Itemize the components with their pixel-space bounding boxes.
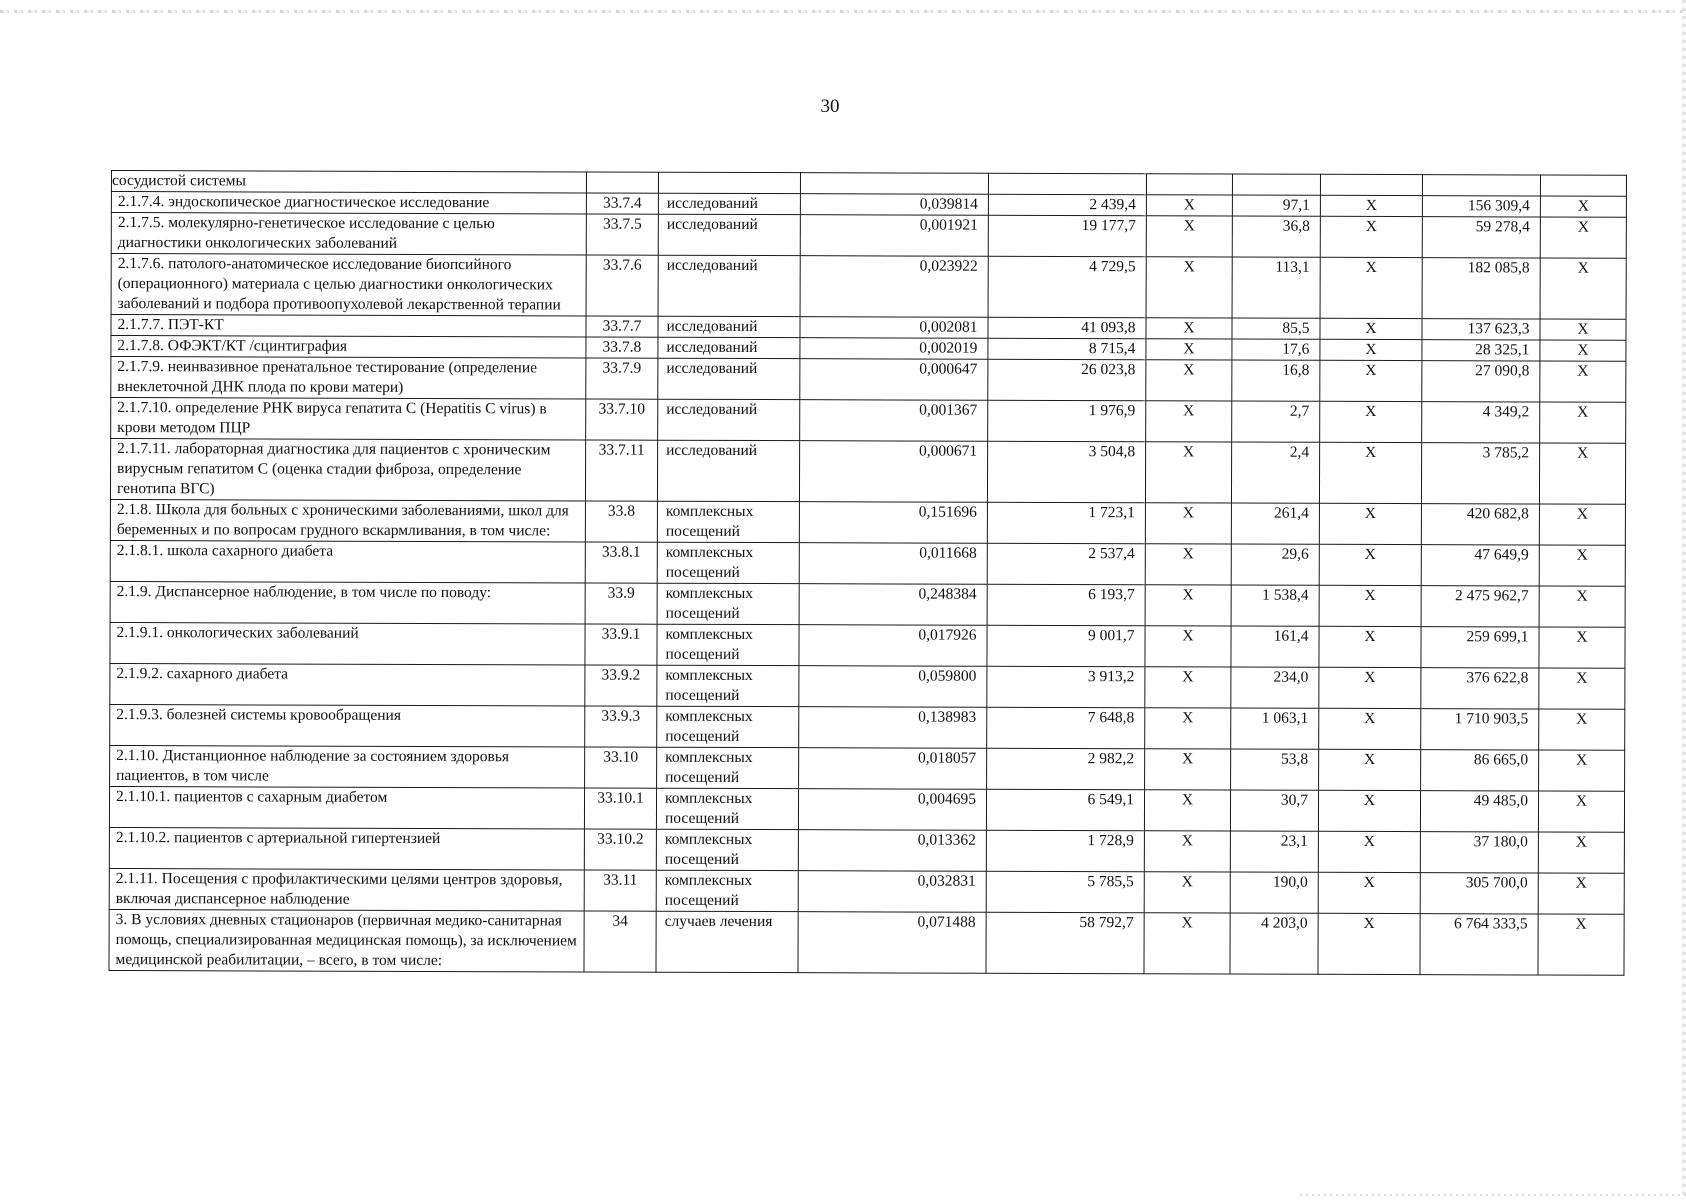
cell-col8: Х <box>1318 872 1420 913</box>
cell-col10: Х <box>1540 402 1626 443</box>
table-row <box>111 254 1626 320</box>
cell-col6: Х <box>1145 442 1231 503</box>
cell-cost: 19 177,7 <box>988 215 1146 256</box>
table-row <box>109 868 1624 914</box>
cell-col7: 29,6 <box>1231 544 1319 585</box>
cell-code: 33.10 <box>585 747 657 788</box>
cell-col10: Х <box>1540 258 1626 319</box>
cell-col7: 2,4 <box>1231 442 1319 503</box>
cell-name: 2.1.9.1. онкологических заболеваний <box>110 622 585 664</box>
cell-col9: 59 278,4 <box>1422 217 1540 258</box>
cell-col7: 36,8 <box>1232 216 1320 257</box>
cell-cost: 3 913,2 <box>987 666 1145 707</box>
cell-unit: комплексных посещений <box>657 665 799 706</box>
cell-name: 2.1.8.1. школа сахарного диабета <box>110 540 585 582</box>
cell-col7: 85,5 <box>1232 318 1320 339</box>
cell-code: 33.10.2 <box>584 829 656 870</box>
cell-name: 2.1.10.2. пациентов с артериальной гипертензией <box>109 827 584 869</box>
cell-col9: 3 785,2 <box>1421 443 1539 504</box>
cell-col7: 261,4 <box>1231 503 1319 544</box>
cell-name: 2.1.8. Школа для больных с хроническими заболеваниями, школ для беременных и по вопросам грудного вскармливания, в том числе: <box>110 499 585 541</box>
cell-col8: Х <box>1320 339 1422 360</box>
cell-col6: Х <box>1145 503 1231 544</box>
cell-code: 33.9.1 <box>585 624 657 665</box>
cell-norm: 0,002081 <box>800 317 988 339</box>
cell-empty <box>988 173 1146 194</box>
cell-cost: 2 439,4 <box>988 194 1146 215</box>
cell-col7: 234,0 <box>1231 667 1319 708</box>
cell-norm: 0,017926 <box>799 625 987 667</box>
cell-unit: исследований <box>658 399 800 440</box>
cell-col8: Х <box>1320 360 1422 401</box>
cell-unit: исследований <box>658 316 800 337</box>
cell-unit: исследований <box>658 255 800 316</box>
cell-norm: 0,032831 <box>798 871 986 913</box>
cell-name: 2.1.7.4. эндоскопическое диагностическое исследование <box>111 192 586 214</box>
cell-unit: случаев лечения <box>656 911 798 972</box>
cell-col9: 86 665,0 <box>1421 750 1539 791</box>
cell-col10: Х <box>1539 668 1625 709</box>
cell-empty <box>586 172 658 193</box>
cell-col9: 259 699,1 <box>1421 627 1539 668</box>
document-sheet <box>108 170 1626 976</box>
cell-empty <box>1320 174 1422 195</box>
cell-unit: исследований <box>658 358 800 399</box>
cell-cost: 1 723,1 <box>987 502 1145 543</box>
cell-col6: Х <box>1146 318 1232 339</box>
cell-name: 2.1.7.6. патолого-анатомическое исследование биопсийного (операционного) материала с целью диагностики онкологических заболеваний и подбора противоопухолевой лекарственной терапии <box>111 254 586 316</box>
cell-code: 33.7.7 <box>586 316 658 337</box>
cell-col10: Х <box>1539 443 1625 504</box>
cell-norm: 0,039814 <box>800 194 988 216</box>
tariff-table <box>108 170 1627 976</box>
cell-col6: Х <box>1146 339 1232 360</box>
cell-col10: Х <box>1538 832 1624 873</box>
cell-name: 2.1.7.10. определение РНК вируса гепатита С (Hepatitis C virus) в крови методом ПЦР <box>111 398 586 440</box>
cell-code: 33.11 <box>584 870 656 911</box>
cell-code: 33.7.4 <box>586 193 658 214</box>
cell-norm: 0,248384 <box>799 584 987 626</box>
cell-col6: Х <box>1146 216 1232 257</box>
cell-col8: Х <box>1320 216 1422 257</box>
cell-cost: 3 504,8 <box>987 441 1145 502</box>
cell-col7: 17,6 <box>1232 339 1320 360</box>
cell-name: 2.1.10.1. пациентов с сахарным диабетом <box>109 786 584 828</box>
table-row <box>111 213 1626 259</box>
cell-cost: 2 982,2 <box>987 748 1145 789</box>
cell-col10: Х <box>1539 750 1625 791</box>
cell-cost: 58 792,7 <box>986 912 1144 973</box>
cell-norm: 0,000647 <box>800 359 988 401</box>
cell-empty <box>658 172 800 193</box>
cell-col7: 97,1 <box>1232 195 1320 216</box>
cell-cost: 1 728,9 <box>986 830 1144 871</box>
cell-empty <box>1422 175 1540 196</box>
cell-col9: 1 710 903,5 <box>1421 709 1539 750</box>
cell-code: 34 <box>584 911 656 972</box>
cell-name: 2.1.7.9. неинвазивное пренатальное тестирование (определение внеклеточной ДНК плода по крови матери) <box>111 357 586 399</box>
cell-name: сосудистой системы <box>111 171 586 193</box>
cell-norm: 0,138983 <box>799 707 987 749</box>
cell-col10: Х <box>1540 361 1626 402</box>
cell-col10: Х <box>1540 319 1626 340</box>
cell-col10: Х <box>1540 196 1626 217</box>
cell-col7: 16,8 <box>1232 360 1320 401</box>
cell-col6: Х <box>1146 195 1232 216</box>
cell-col8: Х <box>1319 626 1421 667</box>
cell-col9: 28 325,1 <box>1422 340 1540 361</box>
cell-cost: 26 023,8 <box>988 359 1146 400</box>
cell-unit: исследований <box>657 440 799 501</box>
cell-code: 33.8 <box>585 501 657 542</box>
cell-col6: Х <box>1144 872 1230 913</box>
cell-col8: Х <box>1319 544 1421 585</box>
cell-col7: 113,1 <box>1232 257 1320 318</box>
cell-col6: Х <box>1145 585 1231 626</box>
cell-col9: 2 475 962,7 <box>1421 586 1539 627</box>
cell-cost: 41 093,8 <box>988 317 1146 338</box>
cell-col9: 420 682,8 <box>1421 504 1539 545</box>
cell-col8: Х <box>1319 749 1421 790</box>
table-row <box>109 909 1624 975</box>
cell-col10: Х <box>1540 217 1626 258</box>
cell-col8: Х <box>1320 195 1422 216</box>
cell-col9: 4 349,2 <box>1422 402 1540 443</box>
table-row <box>110 704 1625 750</box>
cell-col6: Х <box>1144 913 1230 974</box>
scan-edge-artifact <box>0 10 1686 13</box>
cell-col8: Х <box>1319 442 1421 503</box>
cell-unit: комплексных посещений <box>657 542 799 583</box>
cell-col8: Х <box>1318 913 1420 974</box>
cell-col7: 1 063,1 <box>1231 708 1319 749</box>
cell-col8: Х <box>1319 708 1421 749</box>
cell-col10: Х <box>1539 545 1625 586</box>
cell-col8: Х <box>1318 831 1420 872</box>
table-row <box>110 663 1625 709</box>
cell-name: 2.1.9. Диспансерное наблюдение, в том числе по поводу: <box>110 581 585 623</box>
cell-col7: 4 203,0 <box>1230 913 1318 974</box>
cell-col8: Х <box>1320 257 1422 318</box>
cell-col9: 6 764 333,5 <box>1420 914 1538 975</box>
cell-name: 2.1.7.8. ОФЭКТ/КТ /сцинтиграфия <box>111 336 586 358</box>
cell-col6: Х <box>1144 790 1230 831</box>
cell-unit: исследований <box>658 193 800 214</box>
cell-code: 33.7.5 <box>586 214 658 255</box>
cell-unit: комплексных посещений <box>656 829 798 870</box>
table-row <box>110 622 1625 668</box>
cell-name: 3. В условиях дневных стационаров (первичная медико-санитарная помощь, специализированная медицинская помощь), за исключением медицинской реабилитации, – всего, в том числе: <box>109 909 584 971</box>
cell-code: 33.9.2 <box>585 665 657 706</box>
cell-col8: Х <box>1319 503 1421 544</box>
cell-col6: Х <box>1146 360 1232 401</box>
cell-norm: 0,151696 <box>799 502 987 544</box>
cell-col7: 30,7 <box>1230 790 1318 831</box>
cell-col10: Х <box>1538 914 1624 975</box>
cell-col6: Х <box>1146 401 1232 442</box>
cell-col9: 137 623,3 <box>1422 319 1540 340</box>
cell-code: 33.9 <box>585 583 657 624</box>
table-row <box>109 786 1624 832</box>
cell-name: 2.1.7.7. ПЭТ-КТ <box>111 315 586 337</box>
cell-cost: 6 549,1 <box>986 789 1144 830</box>
cell-cost: 4 729,5 <box>988 256 1146 317</box>
cell-col6: Х <box>1144 831 1230 872</box>
cell-norm: 0,001367 <box>800 400 988 442</box>
cell-unit: комплексных посещений <box>656 788 798 829</box>
cell-col9: 305 700,0 <box>1420 873 1538 914</box>
cell-col7: 161,4 <box>1231 626 1319 667</box>
cell-unit: комплексных посещений <box>657 501 799 542</box>
cell-norm: 0,071488 <box>798 912 986 974</box>
cell-code: 33.7.11 <box>585 440 657 501</box>
cell-col7: 1 538,4 <box>1231 585 1319 626</box>
cell-code: 33.9.3 <box>585 706 657 747</box>
cell-empty <box>1232 174 1320 195</box>
cell-col8: Х <box>1319 667 1421 708</box>
cell-cost: 5 785,5 <box>986 871 1144 912</box>
cell-norm: 0,004695 <box>798 789 986 831</box>
cell-col7: 23,1 <box>1230 831 1318 872</box>
scan-edge-artifact <box>1682 0 1686 1200</box>
cell-col8: Х <box>1318 790 1420 831</box>
cell-unit: комплексных посещений <box>657 583 799 624</box>
cell-col10: Х <box>1539 627 1625 668</box>
cell-cost: 8 715,4 <box>988 338 1146 359</box>
cell-col6: Х <box>1146 257 1232 318</box>
table-row <box>110 499 1625 545</box>
cell-unit: комплексных посещений <box>657 706 799 747</box>
cell-unit: комплексных посещений <box>657 747 799 788</box>
cell-col10: Х <box>1538 791 1624 832</box>
cell-col9: 49 485,0 <box>1420 791 1538 832</box>
table-row <box>110 581 1625 627</box>
cell-code: 33.7.9 <box>586 358 658 399</box>
cell-unit: комплексных посещений <box>657 624 799 665</box>
cell-col10: Х <box>1538 873 1624 914</box>
cell-norm: 0,013362 <box>798 830 986 872</box>
cell-empty <box>1540 175 1626 196</box>
cell-col10: Х <box>1539 709 1625 750</box>
cell-col8: Х <box>1320 401 1422 442</box>
table-body <box>109 171 1627 976</box>
cell-col10: Х <box>1540 340 1626 361</box>
cell-col9: 37 180,0 <box>1420 832 1538 873</box>
table-row <box>109 827 1624 873</box>
cell-code: 33.7.6 <box>586 255 658 316</box>
cell-col9: 27 090,8 <box>1422 361 1540 402</box>
cell-code: 33.7.10 <box>586 399 658 440</box>
cell-name: 2.1.10. Дистанционное наблюдение за состоянием здоровья пациентов, в том числе <box>110 745 585 787</box>
cell-norm: 0,001921 <box>800 215 988 257</box>
cell-col6: Х <box>1145 626 1231 667</box>
cell-empty <box>1146 174 1232 195</box>
cell-name: 2.1.9.2. сахарного диабета <box>110 663 585 705</box>
scan-edge-artifact <box>1300 1194 1686 1196</box>
cell-cost: 2 537,4 <box>987 543 1145 584</box>
cell-col9: 156 309,4 <box>1422 196 1540 217</box>
table-row <box>110 439 1625 505</box>
page-number: 30 <box>820 96 840 117</box>
table-row <box>110 540 1625 586</box>
cell-unit: исследований <box>658 337 800 358</box>
table-row <box>110 745 1625 791</box>
cell-name: 2.1.7.5. молекулярно-генетическое исследование с целью диагностики онкологических заболеваний <box>111 213 586 255</box>
cell-code: 33.8.1 <box>585 542 657 583</box>
cell-cost: 6 193,7 <box>987 584 1145 625</box>
cell-name: 2.1.7.11. лабораторная диагностика для пациентов с хроническим вирусным гепатитом С (оценка стадии фиброза, определение генотипа ВГС) <box>110 439 585 501</box>
cell-code: 33.7.8 <box>586 337 658 358</box>
cell-col7: 53,8 <box>1231 749 1319 790</box>
cell-cost: 7 648,8 <box>987 707 1145 748</box>
cell-col6: Х <box>1145 749 1231 790</box>
cell-norm: 0,023922 <box>800 256 988 318</box>
cell-norm: 0,002019 <box>800 338 988 360</box>
cell-norm: 0,011668 <box>799 543 987 585</box>
cell-col7: 2,7 <box>1232 401 1320 442</box>
cell-unit: исследований <box>658 214 800 255</box>
cell-col6: Х <box>1145 544 1231 585</box>
cell-norm: 0,018057 <box>799 748 987 790</box>
cell-unit: комплексных посещений <box>656 870 798 911</box>
cell-cost: 9 001,7 <box>987 625 1145 666</box>
cell-col9: 376 622,8 <box>1421 668 1539 709</box>
cell-norm: 0,000671 <box>799 441 987 503</box>
cell-col9: 182 085,8 <box>1422 258 1540 319</box>
cell-col9: 47 649,9 <box>1421 545 1539 586</box>
cell-col10: Х <box>1539 586 1625 627</box>
cell-code: 33.10.1 <box>584 788 656 829</box>
cell-col8: Х <box>1319 585 1421 626</box>
table-row <box>111 357 1626 403</box>
cell-col6: Х <box>1145 667 1231 708</box>
cell-empty <box>800 173 988 195</box>
cell-name: 2.1.11. Посещения с профилактическими целями центров здоровья, включая диспансерное наблюдение <box>109 868 584 910</box>
cell-col6: Х <box>1145 708 1231 749</box>
table-row <box>111 398 1626 444</box>
cell-col8: Х <box>1320 318 1422 339</box>
cell-col7: 190,0 <box>1230 872 1318 913</box>
cell-cost: 1 976,9 <box>988 400 1146 441</box>
cell-norm: 0,059800 <box>799 666 987 708</box>
cell-name: 2.1.9.3. болезней системы кровообращения <box>110 704 585 746</box>
cell-col10: Х <box>1539 504 1625 545</box>
